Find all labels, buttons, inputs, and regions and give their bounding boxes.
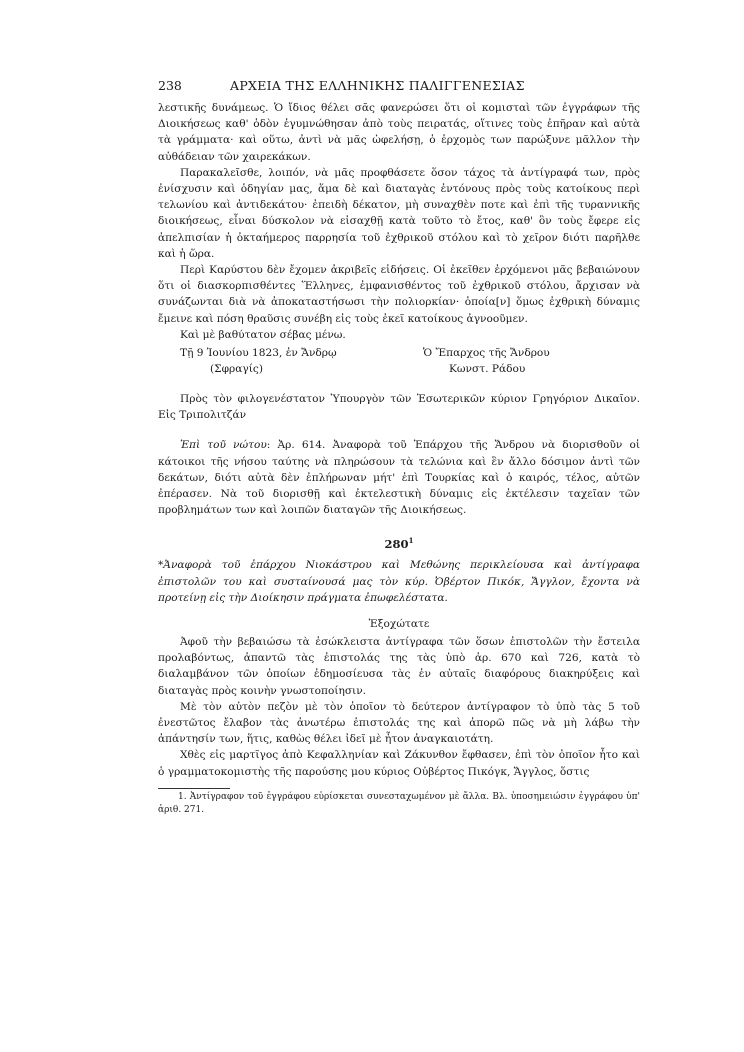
footnote-mark: 1 (408, 536, 414, 546)
closing-line: Καὶ μὲ βαθύτατον σέβας μένω. (180, 328, 346, 341)
signature-block (158, 345, 640, 377)
paragraph: Ἀφοῦ τὴν βεβαιώσω τὰ ἐσώκλειστα ἀντίγραφα τῶν ὅσων ἐπιστολῶν τὴν ἔστειλα προλαβόντως, ἀπαντῶ τὰς ἐπιστολάς της τὰς ὑπὸ ἀρ. 670 καὶ 726, κατὰ τὸ διαλαμβάνον τῶν ὁποίων ἐδημοσίευσα τὰς ἐν αὐταῖς διαφόρους διακηρύξεις καὶ διαταγὰς πρὸς κοινὴν γνωστοποίησιν. (158, 635, 640, 697)
footnote-divider (158, 788, 230, 789)
paragraph: Περὶ Καρύστου δὲν ἔχομεν ἀκριβεῖς εἰδήσεις. Οἱ ἐκεῖθεν ἐρχόμενοι μᾶς βεβαιώνουν ὅτι οἱ διασκορπισθέντες Ἕλληνες, ἐμφανισθέντος τοῦ ἐχθρικοῦ στόλου, ἄρχισαν νὰ συνάζωνται διὰ νὰ ἀποκαταστήσωσι τὴν πολιορκίαν· ὁποία[ν] ὅμως ἐχθρικὴ δύναμις ἔμεινε καὶ πόση θραῦσις συνέβη εἰς τοὺς ἐκεῖ κατοίκους ἀγνοοῦμεν. (158, 264, 640, 325)
page-number: 238 (158, 78, 182, 93)
verso-label: Ἐπὶ τοῦ νώτου (180, 439, 267, 452)
salutation: Ἐξοχώτατε (368, 617, 430, 630)
document-summary: *Ἀναφορὰ τοῦ ἐπάρχου Νιοκάστρου καὶ Μεθώνης περικλείουσα καὶ ἀντίγραφα ἐπιστολῶν του καὶ συσταίνουσά μας τὸν κύρ. Ὀβέρτον Πικόκ, Ἄγγλον, ἔχοντα νὰ προτείνῃ εἰς τὴν Διοίκησιν πράγματα ἐπωφελέστατα. (158, 559, 640, 604)
footnote: 1. Ἀντίγραφον τοῦ ἐγγράφου εὑρίσκεται συνεσταχωμένον μὲ ἄλλα. Βλ. ὑποσημειώσιν ἐγγράφου ὑπ' ἀριθ. 271. (158, 791, 640, 815)
signatory-name: Κωνστ. Ράδου (449, 363, 526, 376)
verso-note (158, 437, 640, 518)
date-place: Τῇ 9 Ἰουνίου 1823, ἐν Ἄνδρῳ (180, 347, 337, 360)
address-line: Πρὸς τὸν φιλογενέστατον Ὑπουργὸν τῶν Ἐσωτερικῶν κύριον Γρηγόριον Δικαῖον. Εἰς Τριπολιτζάν (158, 393, 640, 422)
document-page (158, 78, 640, 817)
paragraph: λεστικῆς δυνάμεως. Ὁ ἴδιος θέλει σᾶς φανερώσει ὅτι οἱ κομισταὶ τῶν ἐγγράφων τῆς Διοικήσεως καθ' ὁδὸν ἐγυμνώθησαν ἀπὸ τοὺς πειρατάς, οἵτινες τοὺς ἐπῆραν καὶ αὐτὰ τὰ γράμματα· καὶ οὕτω, ἀντὶ νὰ μᾶς ὠφελήσῃ, ὁ ἐρχομὸς των παρώξυνε μᾶλλον τὴν αὐθάδειαν τῶν χαιρεκάκων. (158, 102, 640, 163)
page-header (158, 78, 640, 100)
seal-note: (Σφραγίς) (210, 363, 263, 376)
verso-text: : Ἀρ. 614. Ἀναφορὰ τοῦ Ἐπάρχου τῆς Ἄνδρου νὰ διορισθοῦν οἱ κάτοικοι τῆς νήσου ταύτης νὰ πληρώσουν τὰ τελώνια καὶ ἓν ἄλλο δόσιμον ἀντὶ τῶν δεκάτων, διότι αὐτὰ δὲν ἐπλήρωναν μήτ' ἐπὶ Τουρκίας καὶ ὁ καιρός, τέλος, αὐτῶν ἐπέρασεν. Νὰ τοῦ διορισθῇ καὶ ἐκτελεστικὴ δύναμις εἰς ἐκτέλεσιν ταχεῖαν τῶν προβλημάτων των καὶ λοιπῶν διαταγῶν τῆς Διοικήσεως. (158, 439, 640, 517)
document-number: $280^1$ (384, 536, 414, 552)
paragraph: Παρακαλεῖσθε, λοιπόν, νὰ μᾶς προφθάσετε ὅσον τάχος τὰ ἀντίγραφά των, πρὸς ἐνίσχυσιν καὶ ὁδηγίαν μας, ἅμα δὲ καὶ διαταγὰς ἐντόνους πρὸς τοὺς κατοίκους περὶ τελωνίου καὶ ἀντιδεκάτου· ἐπειδὴ δέκατον, μὴ συναχθὲν ποτε καὶ ἐπὶ τῆς τυραννικῆς διοικήσεως, εἶναι δύσκολον νὰ εἰσαχθῇ κατὰ τοῦτο τὸ ἔτος, καθ' ὃν τοὺς ἔφερε εἰς ἀπελπισίαν ἡ ὀκταήμερος παρρησία τοῦ ἐχθρικοῦ στόλου καὶ τὸ χεῖρον διότι παρῆλθε καὶ ἡ ὥρα. (158, 166, 640, 260)
running-title: ΑΡΧΕΙΑ ΤΗΣ ΕΛΛΗΝΙΚΗΣ ΠΑΛΙΓΓΕΝΕΣΙΑΣ (230, 78, 525, 93)
paragraph: Χθὲς εἰς μαρτῖγος ἀπὸ Κεφαλληνίαν καὶ Ζάκυνθον ἔφθασεν, ἐπὶ τὸν ὁποῖον ἦτο καὶ ὁ γραμματοκομιστὴς τῆς παρούσης μου κύριος Οὐβέρτος Πικόγκ, Ἄγγλος, ὅστις (158, 749, 640, 778)
signatory-office: Ὁ Ἔπαρχος τῆς Ἄνδρου (423, 347, 550, 360)
paragraph: Μὲ τὸν αὐτὸν πεζὸν μὲ τὸν ὁποῖον τὸ δεύτερον ἀντίγραφον τὸ ὑπὸ τὰς 5 τοῦ ἐνεστῶτος ἔλαβον τὰς ἀνωτέρω ἐπιστολάς της καὶ ἀπορῶ πῶς νὰ μὴ λάβω τὴν ἀπάντησίν των, ἥτις, καθὼς θέλει ἰδεῖ μὲ ἦτον ἀναγκαιοτάτη. (158, 700, 640, 746)
